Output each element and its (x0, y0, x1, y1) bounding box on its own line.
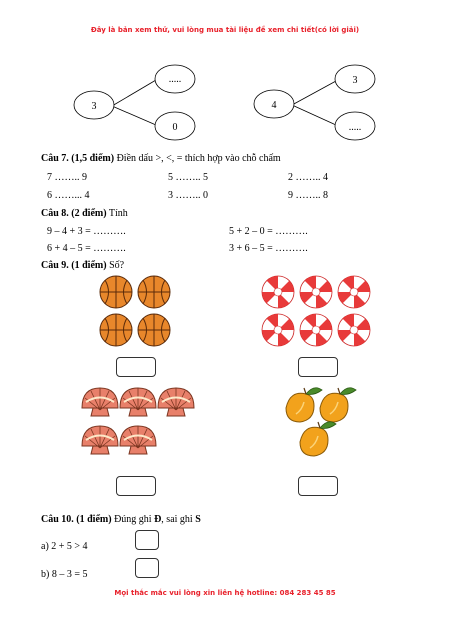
candy-icon (262, 276, 294, 308)
bond-left-top-text: ..... (168, 74, 182, 85)
q7-item-5[interactable]: 3 …….. 0 (168, 190, 208, 201)
mango-icon (300, 422, 336, 456)
scallop-shell-icon (120, 388, 156, 416)
q7-item-2[interactable]: 5 …….. 5 (168, 172, 208, 183)
basketball-group (96, 274, 176, 348)
mango-icon (286, 388, 322, 422)
basketball-icon (100, 314, 132, 346)
bond-right-top-text: 3 (352, 75, 358, 86)
answer-box-candies[interactable] (298, 357, 338, 377)
number-bond-left (74, 65, 195, 140)
q9-label: Câu 9. (1 điểm) (41, 260, 107, 271)
preview-notice: Đây là bản xem thử, vui lòng mua tài liệu đề xem chi tiết(có lời giải) (90, 26, 360, 34)
q8-heading (41, 208, 128, 220)
answer-box-shells[interactable] (116, 476, 156, 496)
bond-right-bottom-text: ..... (348, 122, 362, 133)
q10-true-letter: Đ (154, 514, 162, 525)
q9-instruction: Số? (109, 260, 125, 271)
q7-label: Câu 7. (1,5 điểm) (41, 153, 115, 164)
q7-item-3[interactable]: 2 …….. 4 (288, 172, 328, 183)
answer-box-q10-b[interactable] (135, 558, 159, 578)
q8-item-4[interactable]: 3 + 6 – 5 = ………. (229, 243, 308, 254)
candy-icon (300, 276, 332, 308)
q10-label: Câu 10. (1 điểm) (41, 514, 112, 525)
basketball-icon (138, 276, 170, 308)
candy-group (258, 274, 378, 348)
bond-left-bottom-text: 0 (172, 122, 178, 133)
candy-icon (262, 314, 294, 346)
q7-item-6[interactable]: 9 …….. 8 (288, 190, 328, 201)
scallop-shell-icon (82, 426, 118, 454)
mango-group (280, 382, 360, 462)
candy-icon (338, 314, 370, 346)
hotline-notice: Mọi thắc mắc vui lòng xin liên hệ hotline: 084 283 45 85 (114, 589, 336, 597)
candy-icon (338, 276, 370, 308)
basketball-icon (138, 314, 170, 346)
bond-left-whole-text: 3 (91, 101, 97, 112)
q10-instruction-pre: Đúng ghi (114, 514, 152, 525)
scallop-shell-icon (120, 426, 156, 454)
q10-false-letter: S (195, 514, 201, 525)
q10-item-b: b) 8 – 3 = 5 (41, 569, 88, 580)
q10-item-a: a) 2 + 5 > 4 (41, 541, 88, 552)
q10-instruction-mid: , sai ghi (161, 514, 193, 525)
scallop-shell-icon (158, 388, 194, 416)
scallop-shell-icon (82, 388, 118, 416)
q7-instruction: Điền dấu >, <, = thích hợp vào chỗ chấm (116, 153, 281, 164)
q8-item-1[interactable]: 9 – 4 + 3 = ………. (47, 226, 126, 237)
q8-instruction: Tính (108, 208, 128, 219)
basketball-icon (100, 276, 132, 308)
candy-icon (300, 314, 332, 346)
number-bond-diagrams (0, 55, 450, 150)
mango-icon (320, 388, 356, 422)
answer-box-mangoes[interactable] (298, 476, 338, 496)
q8-item-2[interactable]: 5 + 2 – 0 = ………. (229, 226, 308, 237)
answer-box-basketballs[interactable] (116, 357, 156, 377)
shell-group (80, 384, 200, 460)
answer-box-q10-a[interactable] (135, 530, 159, 550)
q10-heading (41, 514, 201, 526)
q8-label: Câu 8. (2 điểm) (41, 208, 107, 219)
q7-item-4[interactable]: 6 ……... 4 (47, 190, 90, 201)
number-bond-right (254, 65, 375, 140)
q9-heading (41, 260, 124, 272)
bond-right-whole-text: 4 (271, 100, 277, 111)
q8-item-3[interactable]: 6 + 4 – 5 = ………. (47, 243, 126, 254)
q7-item-1[interactable]: 7 …….. 9 (47, 172, 87, 183)
q7-heading (41, 153, 281, 165)
